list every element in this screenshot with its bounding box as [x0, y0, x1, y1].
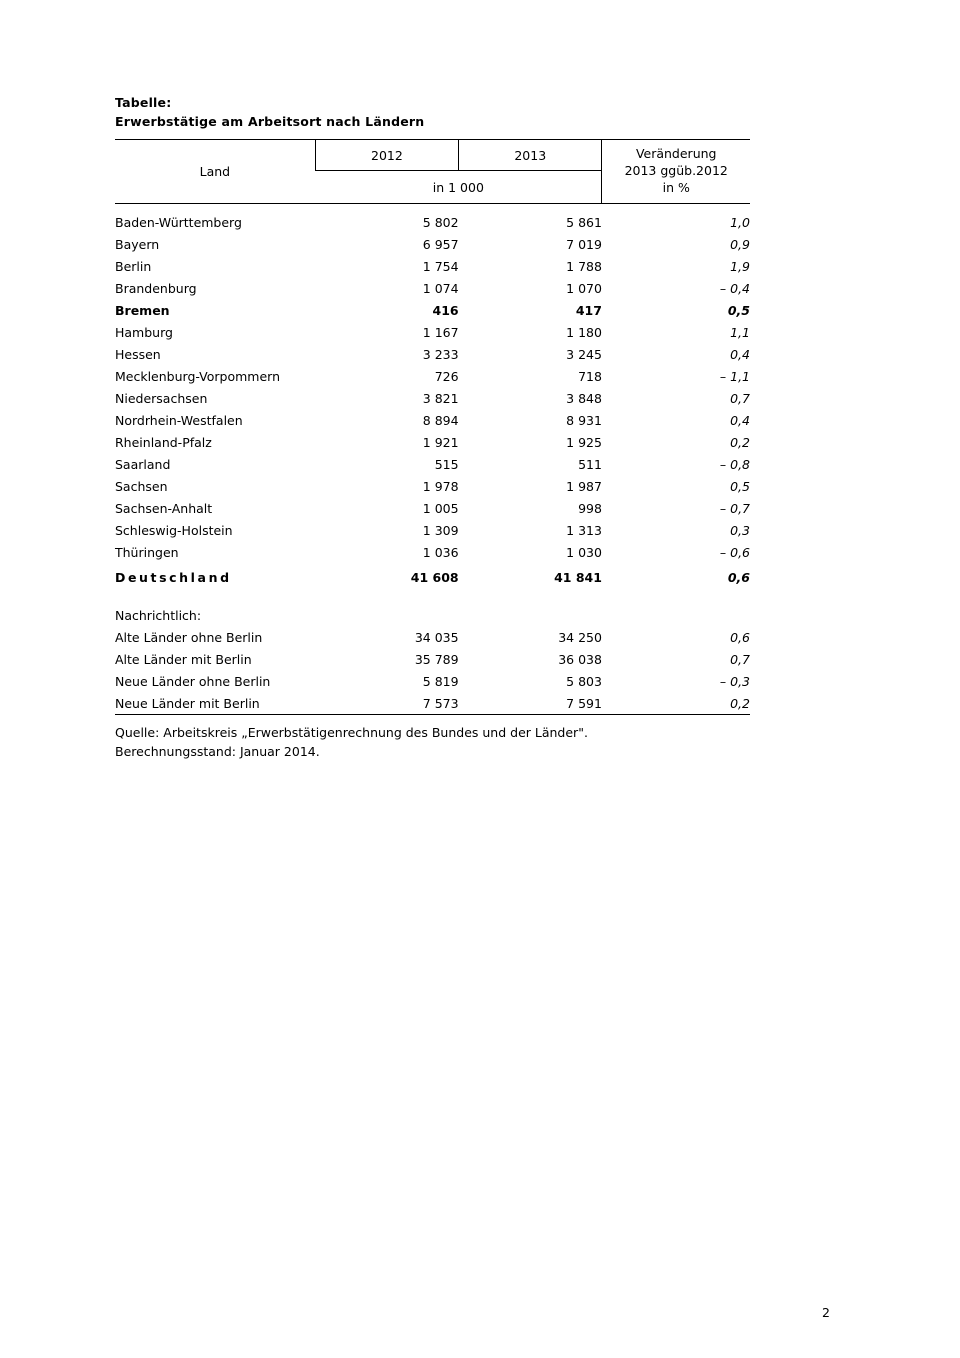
table-row — [115, 431, 750, 453]
row-land: Deutschland — [115, 569, 232, 585]
row-value-2012: 1 309 — [422, 522, 459, 538]
row-change: – 1,1 — [719, 368, 750, 384]
row-land: Berlin — [115, 258, 152, 274]
source-note — [115, 723, 750, 762]
row-change: 0,7 — [730, 390, 750, 406]
table-row-note — [115, 626, 750, 648]
header-change-line2: 2013 ggüb.2012 — [624, 163, 728, 179]
table-row — [115, 541, 750, 563]
table-row — [115, 204, 750, 234]
row-land: Niedersachsen — [115, 390, 208, 406]
row-value-2012: 5 802 — [422, 214, 459, 230]
row-change: 0,4 — [730, 346, 750, 362]
table-header — [115, 140, 750, 204]
row-land: Mecklenburg-Vorpommern — [115, 368, 280, 384]
row-value-2012: 41 608 — [410, 569, 459, 585]
note-spacer-change — [602, 588, 750, 626]
row-land: Sachsen-Anhalt — [115, 500, 213, 516]
row-value-2013: 998 — [578, 500, 602, 516]
row-value-2013: 3 245 — [566, 346, 602, 362]
row-value-2013: 8 931 — [566, 412, 602, 428]
row-land: Thüringen — [115, 544, 179, 560]
row-change: 0,6 — [730, 629, 750, 645]
row-value-2012: 35 789 — [414, 651, 459, 667]
row-value-2012: 515 — [434, 456, 459, 472]
table-row — [115, 497, 750, 519]
header-year-2012: 2012 — [315, 140, 458, 171]
row-value-2013: 1 925 — [566, 434, 602, 450]
row-value-2012: 1 074 — [422, 280, 459, 296]
row-value-2013: 718 — [578, 368, 602, 384]
note-spacer-2012 — [315, 588, 458, 626]
row-value-2012: 1 921 — [422, 434, 459, 450]
row-value-2012: 6 957 — [422, 236, 459, 252]
table-row-highlight — [115, 299, 750, 321]
table-row — [115, 387, 750, 409]
row-value-2013: 1 070 — [566, 280, 602, 296]
row-land: Neue Länder mit Berlin — [115, 692, 315, 715]
row-change: 0,3 — [730, 522, 750, 538]
header-year-2013: 2013 — [459, 140, 602, 171]
row-value-2013: 1 313 — [566, 522, 602, 538]
table-row — [115, 475, 750, 497]
table-row — [115, 233, 750, 255]
row-change: – 0,8 — [719, 456, 750, 472]
table-row — [115, 255, 750, 277]
row-value-2013: 511 — [578, 456, 602, 472]
row-value-2012: 3 821 — [422, 390, 459, 406]
row-value-2012: 7 573 — [315, 692, 458, 715]
row-value-2013: 7 019 — [566, 236, 602, 252]
row-value-2013: 1 180 — [566, 324, 602, 340]
row-change: 0,5 — [730, 478, 750, 494]
row-land: Schleswig-Holstein — [115, 522, 233, 538]
table-header-row-1 — [115, 140, 750, 171]
note-spacer-2013 — [459, 588, 602, 626]
row-land: Brandenburg — [115, 280, 197, 296]
row-value-2013: 1 987 — [566, 478, 602, 494]
row-value-2013: 36 038 — [558, 651, 602, 667]
table-title: Erwerbstätige am Arbeitsort nach Ländern — [115, 114, 425, 129]
table-container — [115, 95, 750, 762]
table-row — [115, 343, 750, 365]
row-value-2012: 1 754 — [422, 258, 459, 274]
table-row — [115, 409, 750, 431]
row-change: 0,9 — [730, 236, 750, 252]
table-body — [115, 204, 750, 715]
row-change: 0,2 — [602, 692, 750, 715]
table-row — [115, 519, 750, 541]
row-value-2012: 1 978 — [422, 478, 459, 494]
row-change: 0,4 — [730, 412, 750, 428]
row-value-2012: 1 167 — [422, 324, 459, 340]
row-change: – 0,4 — [719, 280, 750, 296]
table-row-note — [115, 692, 750, 715]
row-change: 1,0 — [730, 214, 750, 230]
row-land: Alte Länder mit Berlin — [115, 651, 252, 667]
row-land: Bremen — [115, 302, 170, 318]
row-value-2012: 1 036 — [422, 544, 459, 560]
table-row — [115, 321, 750, 343]
row-change: 1,9 — [730, 258, 750, 274]
row-change: – 0,6 — [719, 544, 750, 560]
row-land: Hessen — [115, 346, 161, 362]
row-value-2012: 8 894 — [422, 412, 459, 428]
row-land: Bayern — [115, 236, 160, 252]
row-value-2013: 7 591 — [459, 692, 602, 715]
employment-table — [115, 139, 750, 715]
row-value-2013: 41 841 — [554, 569, 602, 585]
row-change: 0,7 — [730, 651, 750, 667]
table-row — [115, 365, 750, 387]
row-value-2013: 5 861 — [566, 214, 602, 230]
row-value-2013: 1 030 — [566, 544, 602, 560]
row-value-2013: 5 803 — [566, 673, 602, 689]
header-change-line1: Veränderung — [635, 146, 717, 162]
table-row-note — [115, 648, 750, 670]
row-value-2012: 34 035 — [414, 629, 459, 645]
row-value-2013: 3 848 — [566, 390, 602, 406]
row-change: – 0,7 — [719, 500, 750, 516]
row-change: – 0,3 — [719, 673, 750, 689]
row-change: 0,6 — [727, 569, 750, 585]
row-land: Nordrhein-Westfalen — [115, 412, 243, 428]
row-value-2012: 1 005 — [422, 500, 459, 516]
row-land: Saarland — [115, 456, 171, 472]
table-row — [115, 277, 750, 299]
row-change: 1,1 — [730, 324, 750, 340]
note-label-row — [115, 588, 750, 626]
row-value-2012: 416 — [432, 302, 459, 318]
row-change: 0,5 — [727, 302, 750, 318]
source-line-2: Berechnungsstand: Januar 2014. — [115, 744, 320, 760]
source-line-1: Quelle: Arbeitskreis „Erwerbstätigenrechnung des Bundes und der Länder". — [115, 725, 588, 740]
row-value-2013: 1 788 — [566, 258, 602, 274]
table-row — [115, 453, 750, 475]
row-value-2012: 5 819 — [422, 673, 459, 689]
row-change: 0,2 — [730, 434, 750, 450]
table-label: Tabelle: — [115, 95, 172, 110]
row-land: Neue Länder ohne Berlin — [115, 673, 271, 689]
note-label: Nachrichtlich: — [115, 607, 202, 623]
table-row-total — [115, 563, 750, 588]
header-change-line3: in % — [662, 179, 690, 195]
row-land: Alte Länder ohne Berlin — [115, 629, 263, 645]
row-land: Hamburg — [115, 324, 173, 340]
page-number: 2 — [822, 1305, 830, 1320]
row-land: Baden-Württemberg — [115, 214, 242, 230]
row-value-2012: 726 — [434, 368, 459, 384]
header-change — [602, 140, 750, 204]
row-land: Rheinland-Pfalz — [115, 434, 212, 450]
table-row-note — [115, 670, 750, 692]
header-land: Land — [115, 140, 315, 204]
row-value-2013: 34 250 — [558, 629, 602, 645]
row-land: Sachsen — [115, 478, 168, 494]
row-value-2012: 3 233 — [422, 346, 459, 362]
header-unit: in 1 000 — [315, 171, 602, 204]
row-value-2013: 417 — [575, 302, 602, 318]
